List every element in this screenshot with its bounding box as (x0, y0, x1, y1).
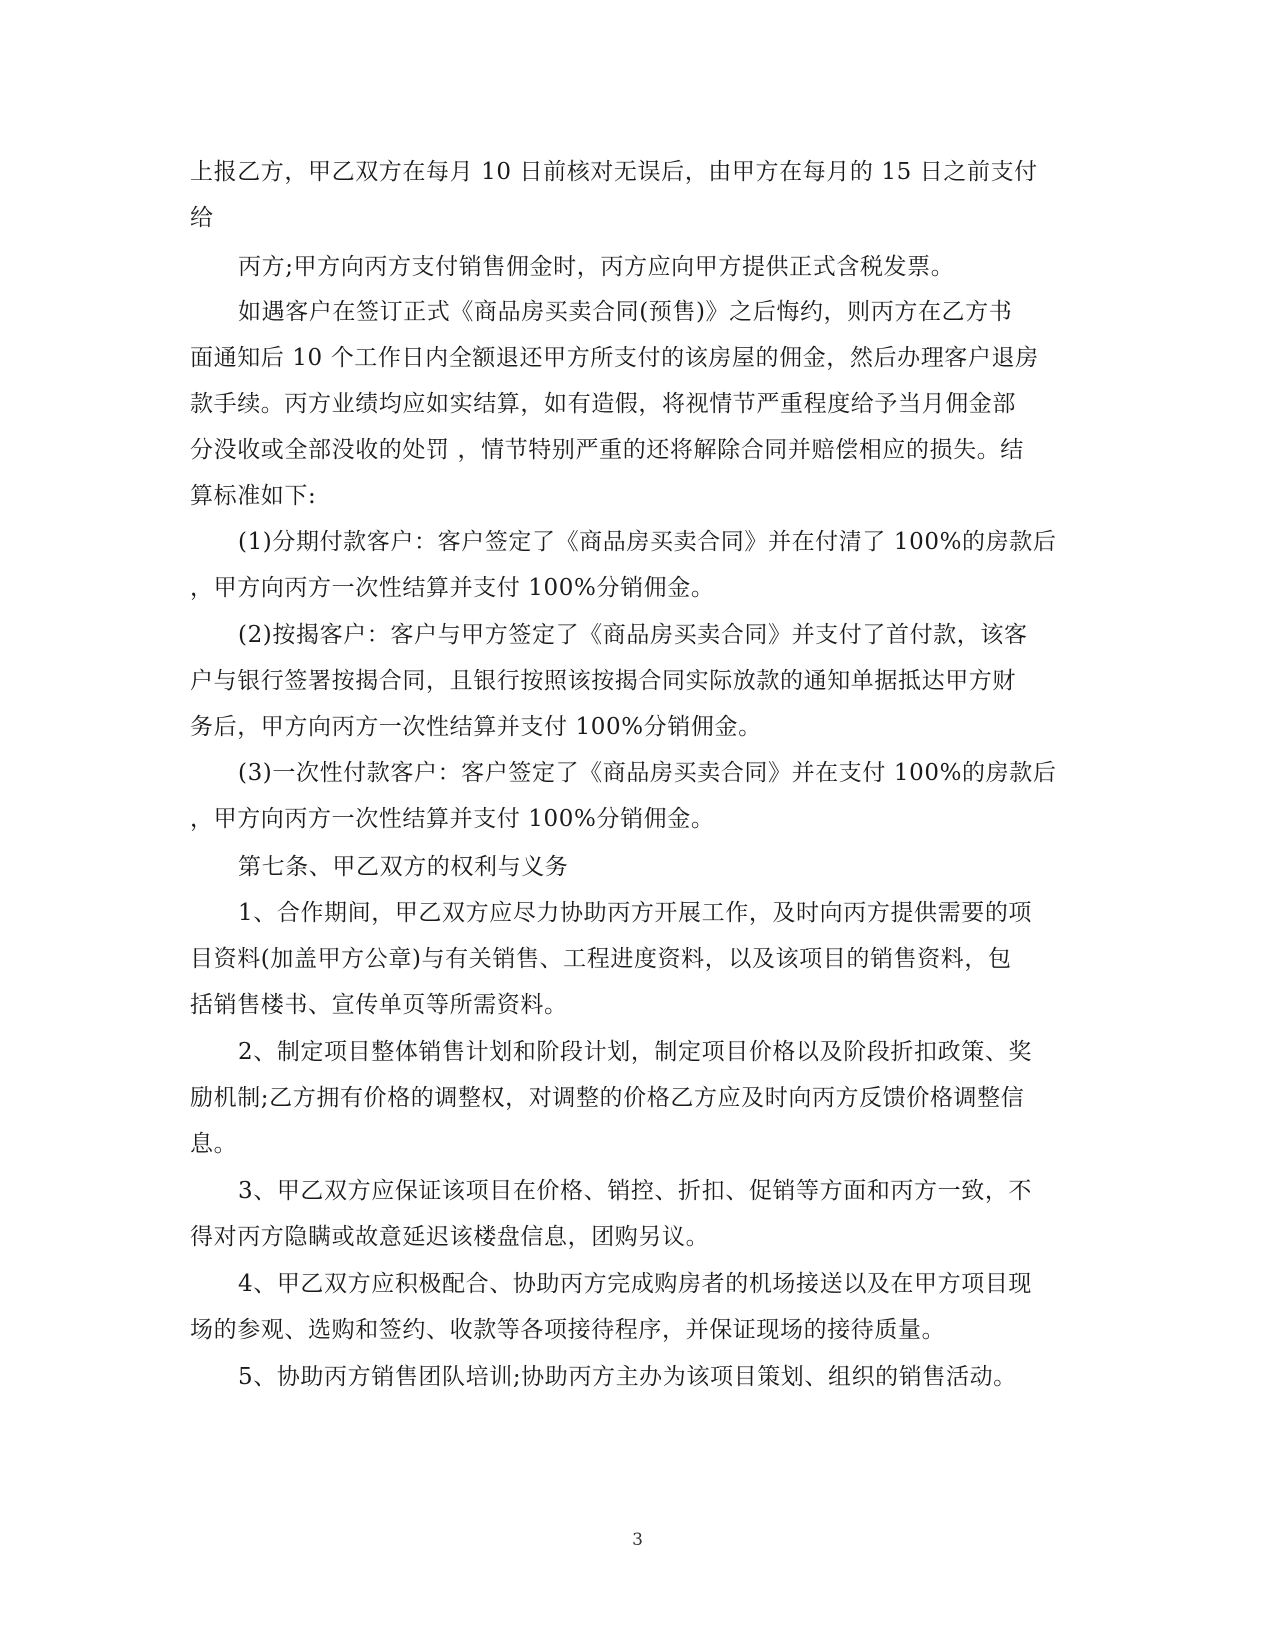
paragraph-line: (1)分期付款客户：客户签定了《商品房买卖合同》并在付清了 100%的房款后 (238, 529, 1057, 555)
text-line: 务后，甲方向丙方一次性结算并支付 100%分销佣金。 (190, 714, 762, 740)
text-line: 得对丙方隐瞒或故意延迟该楼盘信息，团购另议。 (190, 1224, 710, 1250)
text-line: 场的参观、选购和签约、收款等各项接待程序，并保证现场的接待质量。 (190, 1317, 946, 1343)
text-line: ，甲方向丙方一次性结算并支付 100%分销佣金。 (190, 806, 715, 832)
paragraph-line: 丙方;甲方向丙方支付销售佣金时，丙方应向甲方提供正式含税发票。 (238, 254, 955, 280)
paragraph-line: 5、协助丙方销售团队培训;协助丙方主办为该项目策划、组织的销售活动。 (238, 1364, 1017, 1390)
paragraph-line: 4、甲乙双方应积极配合、协助丙方完成购房者的机场接送以及在甲方项目现 (238, 1271, 1033, 1297)
text-line: 款手续。丙方业绩均应如实结算，如有造假，将视情节严重程度给予当月佣金部 (190, 391, 1016, 417)
text-line: 目资料(加盖甲方公章)与有关销售、工程进度资料，以及该项目的销售资料，包 (190, 946, 1012, 972)
text-line: 括销售楼书、宣传单页等所需资料。 (190, 992, 568, 1018)
text-line: 户与银行签署按揭合同，且银行按照该按揭合同实际放款的通知单据抵达甲方财 (190, 668, 1016, 694)
text-line: 面通知后 10 个工作日内全额退还甲方所支付的该房屋的佣金，然后办理客户退房 (190, 345, 1039, 371)
paragraph-line: 2、制定项目整体销售计划和阶段计划，制定项目价格以及阶段折扣政策、奖 (238, 1039, 1033, 1065)
text-line: 算标准如下: (190, 483, 317, 509)
section-heading: 第七条、甲乙双方的权利与义务 (238, 854, 569, 880)
text-line: 分没收或全部没收的处罚 ，情节特别严重的还将解除合同并赔偿相应的损失。结 (190, 437, 1024, 463)
paragraph-line: 1、合作期间，甲乙双方应尽力协助丙方开展工作，及时向丙方提供需要的项 (238, 900, 1033, 926)
paragraph-line: (3)一次性付款客户：客户签定了《商品房买卖合同》并在支付 100%的房款后 (238, 760, 1057, 786)
paragraph-line: (2)按揭客户：客户与甲方签定了《商品房买卖合同》并支付了首付款，该客 (238, 622, 1028, 648)
text-line: ，甲方向丙方一次性结算并支付 100%分销佣金。 (190, 575, 715, 601)
text-line: 上报乙方，甲乙双方在每月 10 日前核对无误后，由甲方在每月的 15 日之前支付 (190, 159, 1038, 185)
text-line: 息。 (190, 1131, 238, 1157)
paragraph-line: 3、甲乙双方应保证该项目在价格、销控、折扣、促销等方面和丙方一致，不 (238, 1178, 1033, 1204)
text-line: 励机制;乙方拥有价格的调整权，对调整的价格乙方应及时向丙方反馈价格调整信 (190, 1085, 1025, 1111)
paragraph-line: 如遇客户在签订正式《商品房买卖合同(预售)》之后悔约，则丙方在乙方书 (238, 299, 1013, 325)
page-number: 3 (632, 1530, 643, 1550)
text-line: 给 (190, 205, 214, 231)
